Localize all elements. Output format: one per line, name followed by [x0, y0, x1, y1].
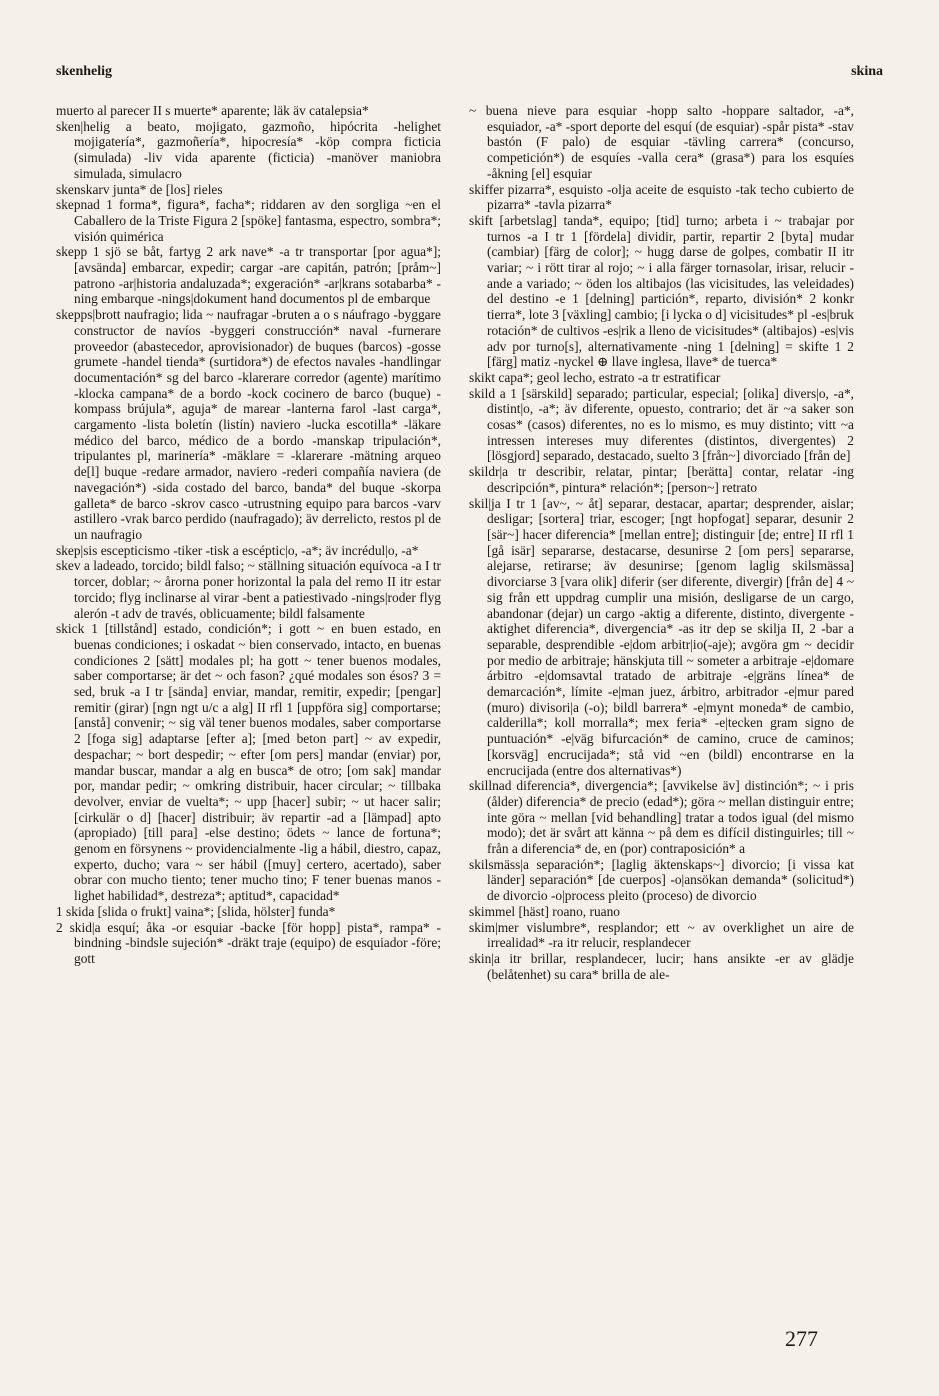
dictionary-entry: skimmel [häst] roano, ruano	[469, 903, 620, 919]
dictionary-entry: skep|sis escepticismo -tiker -tisk a escéptic|o, -a*; äv incrédul|o, -a*	[56, 542, 419, 558]
dictionary-entry: skev a ladeado, torcido; bildl falso; ~ ställning situación equívoca -a I tr torcer, doblar; ~ årorna poner horizontal la pala del remo II itr estar torcido; flyg inclinarse al virar -bent a patiestivado -nings|roder flyg alerón -t adv de través, oblicuamente; bildl falsamente	[56, 558, 441, 621]
dictionary-entry: skild a 1 [särskild] separado; particular, especial; [olika] divers|o, -a*, distint|o, -a*; äv diferente, opuesto, contrario; det är ~a saker son cosas* (casos) diferentes, no es lo mismo, es muy distinto; vitt ~a intressen intereses muy diferentes (distintos, divergentes) 2 [lösgjord] separado, destacado, suelto 3 [från~] divorciado [från de]	[469, 385, 854, 464]
dictionary-entry: skilsmäss|a separación*; [laglig äktenskaps~] divorcio; [i vissa kat länder] separación* [de cuerpos] -o|ansökan demanda* (solicitud*) de divorcio -o|process pleito (proceso) de divorcio	[469, 856, 854, 904]
dictionary-entry: 2 skid|a esquí; åka -or esquiar -backe [för hopp] pista*, rampa* -bindning -bindsle sujeción* -dräkt traje (equipo) de esquiador -före; gott	[56, 919, 441, 966]
dictionary-entry: skiffer pizarra*, esquisto -olja aceite de esquisto -tak techo cubierto de pizarra* -tavla pizarra*	[469, 181, 854, 213]
page-number: 277	[785, 1326, 818, 1351]
right-column	[469, 103, 854, 982]
dictionary-entry: skim|mer vislumbre*, resplandor; ett ~ av overklighet un aire de irrealidad* -ra itr relucir, resplandecer	[469, 919, 854, 951]
dictionary-entry: skildr|a tr describir, relatar, pintar; [berätta] contar, relatar -ing descripción*, pintura* relación*; [person~] retrato	[469, 464, 854, 495]
dictionary-entry: skift [arbetslag] tanda*, equipo; [tid] turno; arbeta i ~ trabajar por turnos -a I tr 1 [fördela] dividir, partir, repartir 2 [byta] mudar (cambiar) [färg de color]; ~ hugg darse de golpes, combatir II itr variar; ~ i rött tirar al rojo; ~ i alla färger tornasolar, irisar, relucir -ande a variado; ~ öden los altibajos (las vicisitudes, las veleidades) del destino -e 1 [delning] partición*, reparto, división* 2 konkr tierra*, lote 3 [växling] cambio; [i lycka o d] vicisitudes* pl -es|bruk rotación* de cultivos -es|rik a lleno de vicisitudes* (altibajos) -es|vis adv por turno[s], alternativamente -ning 1 [delning] = skifte 1 2 [färg] matiz -nyckel ⊕ llave inglesa, llave* de tuerca*	[469, 212, 854, 370]
dictionary-entry: 1 skida [slida o frukt] vaina*; [slida, hölster] funda*	[56, 903, 336, 919]
dictionary-entry: sken|helig a beato, mojigato, gazmoño, hipócrita -helighet mojigatería*, gazmoñería*, hipocresía* -köp compra ficticia (simulada) -liv vida aparente (ficticia) -manöver maniobra simulada, simulacro	[56, 118, 441, 181]
dictionary-entry: skillnad diferencia*, divergencia*; [avvikelse äv] distinción*; ~ i pris (ålder) diferencia* de precio (edad*); göra ~ mellan distinguir entre; inte göra ~ mellan [vid behandling] tratar a todos igual (del mismo modo); det är svårt att känna ~ på dem es difícil distinguirles; till ~ från a diferencia* de, en (por) contraposición* a	[469, 778, 854, 857]
guide-word-left: skenhelig	[56, 64, 113, 79]
dictionary-entry: skepps|brott naufragio; lida ~ naufragar -bruten a o s náufrago -byggare constructor de navíos -byggeri construcción* naval -furnerare proveedor (abastecedor, aprovisionador) de buques (barcos) -gosse grumete -handel tienda* (surtidora*) de efectos navales -handlingar documentación* sg del barco -klarerare corredor (agente) marítimo -klocka campana* de a bordo -kock cocinero de barco (buque) -kompass brújula*, aguja* de marear -lanterna farol -last carga*, cargamento -lista boletín (listín) naviero -lucka escotilla* -läkare médico del barco, médico de a bordo -manskap tripulación*, tripulantes pl, marinería* -mäklare = -klarerare -mätning arqueo de[l] buque -redare armador, naviero -rederi compañía naviera (de navegación*) -sida costado del barco, banda* del buque -skorpa galleta* de barco -skrov casco -utrustning equipo para barcos -varv astillero -vrak barco perdido (naufragado); äv derrelicto, restos pl de un naufragio	[56, 307, 441, 542]
dictionary-entry: skepp 1 sjö se båt, fartyg 2 ark nave* -a tr transportar [por agua*]; [avsända] embarcar, expedir; cargar -are capitán, patrón; [pråm~] patrono -ar|historia andaluzada*; exgeración* -ar|krans sotabarba* -ning embarque -nings|dokument hand documentos pl de embarque	[56, 244, 441, 307]
dictionary-entry: skikt capa*; geol lecho, estrato -a tr estratificar	[469, 369, 721, 385]
left-column	[56, 103, 441, 967]
dictionary-entry: skenskarv junta* de [los] rieles	[56, 181, 223, 197]
dictionary-entry: skepnad 1 forma*, figura*, facha*; riddaren av den sorgliga ~en el Caballero de la Triste Figura 2 [spöke] fantasma, espectro, sombra*; visión quimérica	[56, 197, 441, 244]
dictionary-entry: ~ buena nieve para esquiar -hopp salto -hoppare saltador, -a*, esquiador, -a* -sport deporte del esquí (de esquiar) -spår pista* -stav bastón (F palo) de esquiar -tävling carrera* (concurso, competición*) de esquíes -valla cera* (grasa*) para los esquíes -åkning [el] esquiar	[469, 103, 854, 181]
dictionary-entry: skin|a itr brillar, resplandecer, lucir; hans ansikte -er av glädje (belåtenhet) su cara* brilla de ale-	[469, 950, 854, 982]
guide-word-right: skina	[851, 64, 883, 79]
dictionary-entry: skick 1 [tillstånd] estado, condición*; i gott ~ en buen estado, en buenas condiciones; i oskadat ~ bien conservado, intacto, en buenas condiciones 2 [sätt] modales pl; ha gott ~ tener buenos modales, saber comportarse; är det ~ och fason? ¿qué modales son ésos? 3 = sed, bruk -a I tr [sända] enviar, mandar, remitir, expedir; [pengar] remitir (girar) [ngn ngt u/c a alg] II rfl 1 [uppföra sig] comportarse; [anstå] convenir; ~ sig väl tener buenos modales, saber comportarse 2 [foga sig] adaptarse [efter a]; [med beton part] ~ av expedir, despachar; ~ bort despedir; ~ efter [om pers] mandar (enviar) por, mandar buscar, mandar a alg en busca* de otro; [om sak] mandar por, mandar pedir; ~ omkring distribuir, hacer circular; ~ tillbaka devolver, enviar de vuelta*; ~ upp [hacer] subir; ~ ut hacer salir; [cirkulär o d] [hacer] distribuir; äv repartir -ad a [lämpad] apto (apropiado) [till para] -else destino; ödets ~ lance de fortuna*; genom en försynens ~ providencialmente -lig a hábil, diestro, capaz, experto, ducho; vara ~ ser hábil ([muy] certero, acertado), saber obrar con mucho tiento; tener mucho tino; F tener buenas manos -lighet habilidad*, destreza*; aptitud*, capacidad*	[56, 621, 441, 904]
dictionary-entry: muerto al parecer II s muerte* aparente; läk äv catalepsia*	[56, 103, 369, 118]
dictionary-entry: skil|ja I tr 1 [av~, ~ åt] separar, destacar, apartar; desprender, aislar; desligar; [sortera] triar, escoger; [ngt hopfogat] separar, desunir 2 [sär~] hacer diferencia* [mellan entre]; distinguir [de; entre] II rfl 1 [gå isär] separarse, destacarse, desunirse 2 [om pers] separarse, alejarse, retirarse; äv desunirse; [genom laglig skilsmässa] divorciarse 3 [vara olik] diferir (ser diferente, divergir) [från de] 4 ~ sig från ett uppdrag cumplir una misión, desligarse de un cargo, abandonar (dejar) un cargo -aktig a diferente, distinto, divergente -aktighet diferencia*, divergencia* -as itr dep se skilja II, 2 -bar a separable, desprendible -e|dom arbitr|io(-aje); avgöra gm ~ decidir por medio de arbitraje; hänskjuta till ~ someter a arbitraje -e|domare árbitro -e|domsavtal tratado de arbitraje -e|gräns línea* de demarcación*, límite -e|man juez, árbitro, arbitrador -e|mur pared (muro) divisori|a (-o); bildl barrera* -e|mynt moneda* de cambio, calderilla*; koll morralla*; mex feria* -e|tecken gram signo de puntuación* -e|väg bifurcación* de camino, cruce de caminos; [korsväg] encrucijada*; stå vid ~en (bildl) encontrarse en la encrucijada (entre dos alternativas*)	[469, 495, 854, 778]
